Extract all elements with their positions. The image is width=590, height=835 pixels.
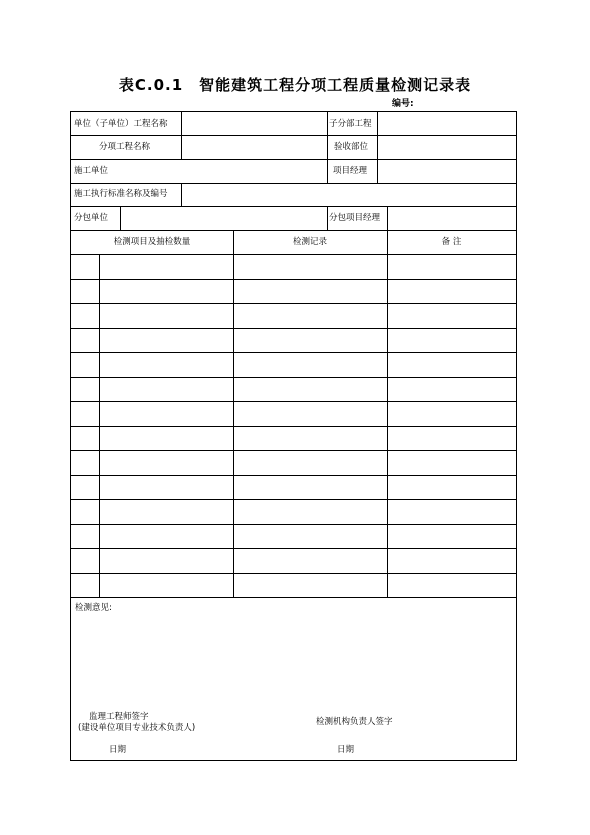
record-cell[interactable] bbox=[234, 329, 387, 353]
note-cell[interactable] bbox=[388, 525, 516, 549]
items-cell[interactable] bbox=[100, 255, 232, 279]
note-cell[interactable] bbox=[388, 329, 516, 353]
col-header-items: 检测项目及抽检数量 bbox=[113, 237, 191, 247]
date-left-label: 日期 bbox=[109, 745, 127, 755]
record-cell[interactable] bbox=[234, 500, 387, 524]
col-header-note: 备 注 bbox=[441, 237, 462, 247]
project-manager-label: 项目经理 bbox=[333, 166, 368, 176]
inspection-record-form bbox=[70, 111, 517, 761]
items-cell[interactable] bbox=[100, 574, 232, 598]
opinion-field[interactable] bbox=[72, 617, 515, 707]
record-cell[interactable] bbox=[234, 427, 387, 451]
record-cell[interactable] bbox=[234, 378, 387, 402]
note-cell[interactable] bbox=[388, 574, 516, 598]
page-title: 表C.0.1 智能建筑工程分项工程质量检测记录表 bbox=[118, 76, 472, 94]
note-cell[interactable] bbox=[388, 402, 516, 426]
record-cell[interactable] bbox=[234, 280, 387, 304]
items-cell[interactable] bbox=[100, 304, 232, 328]
col-divider bbox=[327, 206, 328, 230]
note-cell[interactable] bbox=[388, 255, 516, 279]
record-cell[interactable] bbox=[234, 255, 387, 279]
standard-field[interactable] bbox=[182, 184, 516, 206]
items-cell[interactable] bbox=[100, 378, 232, 402]
opinion-label: 检测意见: bbox=[75, 603, 112, 613]
items-cell[interactable] bbox=[100, 329, 232, 353]
note-cell[interactable] bbox=[388, 353, 516, 377]
sub-division-label: 子分部工程 bbox=[329, 119, 372, 129]
date-right-label: 日期 bbox=[337, 745, 355, 755]
items-cell[interactable] bbox=[100, 402, 232, 426]
sub-project-manager-field[interactable] bbox=[388, 207, 516, 230]
col-divider bbox=[233, 254, 234, 597]
row-divider bbox=[71, 597, 516, 598]
items-cell[interactable] bbox=[100, 500, 232, 524]
unit-name-field[interactable] bbox=[182, 112, 327, 135]
note-cell[interactable] bbox=[388, 427, 516, 451]
construction-unit-label: 施工单位 bbox=[74, 166, 109, 176]
note-cell[interactable] bbox=[388, 378, 516, 402]
items-cell[interactable] bbox=[100, 549, 232, 573]
subcontractor-label: 分包单位 bbox=[74, 213, 109, 223]
note-cell[interactable] bbox=[388, 476, 516, 500]
standard-label: 施工执行标准名称及编号 bbox=[74, 189, 168, 199]
serial-number-label: 编号: bbox=[392, 99, 414, 109]
project-manager-field[interactable] bbox=[378, 160, 516, 183]
supervisor-signature-sublabel: (建设单位项目专业技术负责人) bbox=[78, 723, 196, 733]
accept-part-field[interactable] bbox=[378, 136, 516, 159]
item-name-label: 分项工程名称 bbox=[99, 142, 151, 152]
col-header-record: 检测记录 bbox=[292, 237, 327, 247]
record-cell[interactable] bbox=[234, 574, 387, 598]
col-divider bbox=[99, 254, 100, 597]
record-cell[interactable] bbox=[234, 353, 387, 377]
record-cell[interactable] bbox=[234, 402, 387, 426]
note-cell[interactable] bbox=[388, 280, 516, 304]
items-cell[interactable] bbox=[100, 353, 232, 377]
record-cell[interactable] bbox=[234, 549, 387, 573]
items-cell[interactable] bbox=[100, 451, 232, 475]
row-divider bbox=[71, 230, 516, 231]
supervisor-signature-label: 监理工程师签字 bbox=[89, 712, 149, 722]
col-divider bbox=[387, 254, 388, 597]
record-cell[interactable] bbox=[234, 476, 387, 500]
col-divider bbox=[327, 159, 328, 183]
construction-unit-field[interactable] bbox=[121, 160, 327, 183]
items-cell[interactable] bbox=[100, 476, 232, 500]
col-divider bbox=[327, 135, 328, 159]
item-name-field[interactable] bbox=[182, 136, 327, 159]
subcontractor-field[interactable] bbox=[121, 207, 327, 230]
col-divider bbox=[327, 112, 328, 135]
sub-division-field[interactable] bbox=[378, 112, 516, 135]
note-cell[interactable] bbox=[388, 304, 516, 328]
items-cell[interactable] bbox=[100, 280, 232, 304]
note-cell[interactable] bbox=[388, 500, 516, 524]
note-cell[interactable] bbox=[388, 451, 516, 475]
record-cell[interactable] bbox=[234, 304, 387, 328]
items-cell[interactable] bbox=[100, 525, 232, 549]
record-cell[interactable] bbox=[234, 525, 387, 549]
unit-name-label: 单位（子单位）工程名称 bbox=[74, 119, 168, 129]
items-cell[interactable] bbox=[100, 427, 232, 451]
record-cell[interactable] bbox=[234, 451, 387, 475]
note-cell[interactable] bbox=[388, 549, 516, 573]
sub-project-manager-label: 分包项目经理 bbox=[329, 213, 381, 223]
accept-part-label: 验收部位 bbox=[334, 142, 369, 152]
agency-signature-label: 检测机构负责人签字 bbox=[316, 717, 393, 727]
